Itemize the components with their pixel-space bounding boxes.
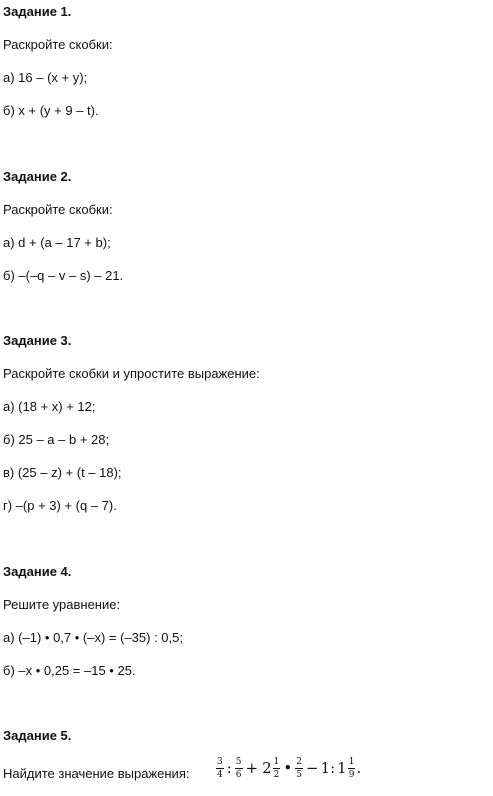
task-4-item-b: б) –x • 0,25 = –15 • 25. [3, 663, 136, 678]
task-1-title: Задание 1. [3, 4, 72, 19]
task-3-instruction: Раскройте скобки и упростите выражение: [3, 366, 260, 381]
mixed-number-whole: 1 [337, 759, 347, 777]
task-2-title: Задание 2. [3, 169, 72, 184]
multiply-operator: • [283, 759, 293, 777]
expression-end-period: . [356, 759, 362, 777]
fraction-numerator: 1 [348, 757, 355, 767]
task-5-title: Задание 5. [3, 728, 72, 743]
task-4-item-a: а) (–1) • 0,7 • (–x) = (–35) : 0,5; [3, 630, 183, 645]
task-3-item-b: б) 25 – a – b + 28; [3, 432, 110, 447]
task-1-instruction: Раскройте скобки: [3, 37, 113, 52]
fraction-numerator: 5 [235, 757, 242, 767]
fraction-one-half [273, 757, 281, 780]
fraction-denominator: 2 [273, 770, 280, 780]
task-5-instruction: Найдите значение выражения: [3, 766, 190, 781]
fraction-denominator: 4 [217, 770, 223, 780]
task-3-item-a: а) (18 + x) + 12; [3, 399, 96, 414]
task-3-item-g: г) –(p + 3) + (q – 7). [3, 498, 117, 513]
fraction-numerator: 1 [273, 757, 280, 767]
fraction-two-fifths [295, 757, 303, 780]
fraction-denominator: 5 [296, 770, 302, 780]
fraction-five-sixths [235, 757, 243, 780]
one-divided: 1: [320, 759, 336, 777]
fraction-three-quarters [216, 757, 224, 780]
mixed-number-whole: 2 [262, 759, 272, 777]
minus-operator: − [305, 759, 319, 777]
fraction-denominator: 9 [348, 770, 355, 780]
task-4-title: Задание 4. [3, 564, 72, 579]
plus-operator: + [245, 759, 259, 777]
division-operator: : [226, 759, 232, 777]
task-4-instruction: Решите уравнение: [3, 597, 121, 612]
fraction-numerator: 3 [217, 757, 223, 767]
task-2-item-a: а) d + (a – 17 + b); [3, 235, 111, 250]
task-2-item-b: б) –(–q – v – s) – 21. [3, 268, 124, 283]
fraction-numerator: 2 [296, 757, 302, 767]
task-1-item-a: а) 16 – (x + y); [3, 70, 88, 85]
task-1-item-b: б) x + (y + 9 – t). [3, 103, 99, 118]
fraction-one-ninth [348, 757, 356, 780]
fraction-denominator: 6 [235, 770, 242, 780]
task-3-item-v: в) (25 – z) + (t – 18); [3, 465, 122, 480]
task-5-expression [215, 757, 361, 780]
task-2-instruction: Раскройте скобки: [3, 202, 113, 217]
task-3-title: Задание 3. [3, 333, 72, 348]
